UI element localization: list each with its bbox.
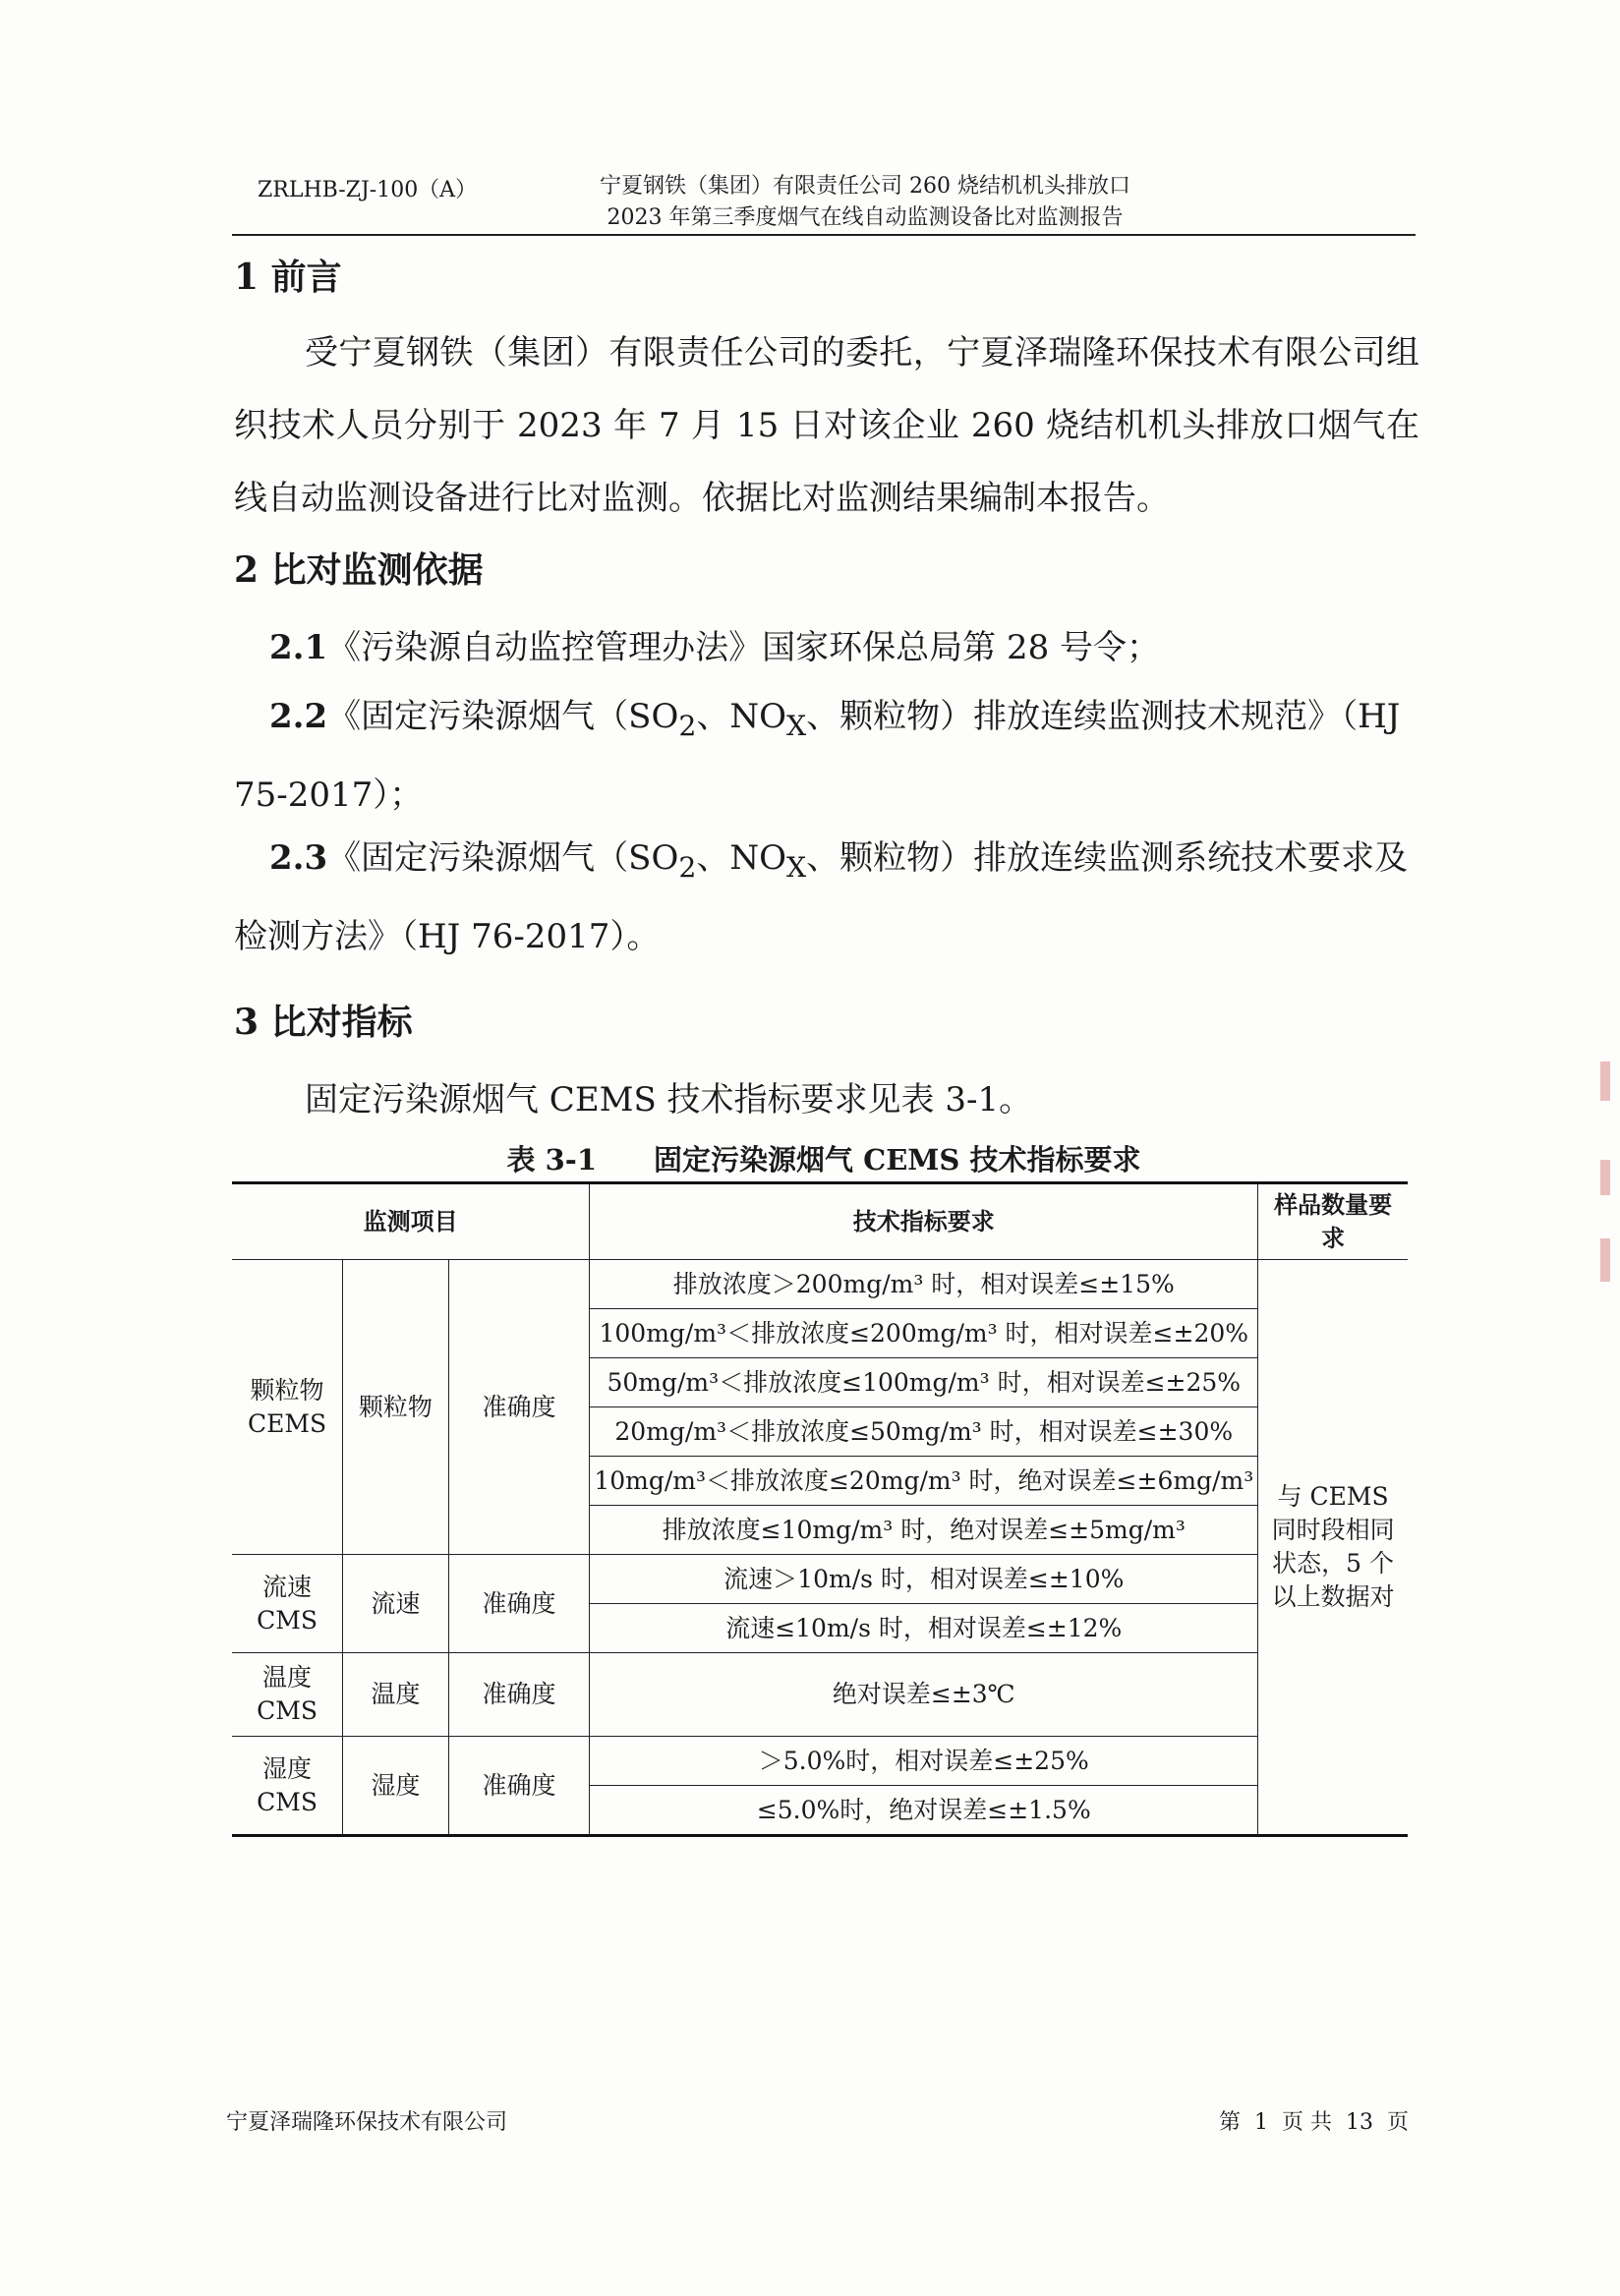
requirement-cell: 流速≤10m/s 时，相对误差≤±12%	[590, 1604, 1258, 1653]
basis-item-1-text: 《污染源自动监控管理办法》国家环保总局第 28 号令；	[327, 628, 1161, 667]
basis-item-3-sub1: 2	[678, 850, 697, 884]
param-cell-particulate: 颗粒物	[343, 1260, 449, 1555]
basis-item-2-sub1: 2	[678, 709, 697, 742]
requirement-cell: ＞5.0%时，相对误差≤±25%	[590, 1737, 1258, 1786]
header-monitoring-item: 监测项目	[232, 1183, 590, 1260]
metric-cell-temperature: 准确度	[448, 1653, 590, 1737]
seal-edge-mark	[1600, 1062, 1610, 1101]
table-caption: 表 3-1 固定污染源烟气 CEMS 技术指标要求	[506, 1143, 1141, 1177]
sample-requirement-cell: 与 CEMS 同时段相同状态，5 个以上数据对	[1258, 1260, 1408, 1836]
param-cell-velocity: 流速	[343, 1555, 449, 1653]
basis-item-1	[234, 613, 1419, 682]
system-cell-particulate: 颗粒物CEMS	[232, 1260, 343, 1555]
basis-item-3-number: 2.3	[269, 838, 328, 878]
header-title	[550, 171, 1180, 234]
requirement-cell: ≤5.0%时，绝对误差≤±1.5%	[590, 1786, 1258, 1836]
table-row	[232, 1555, 1408, 1604]
section3-heading: 3 比对指标	[234, 1002, 413, 1043]
seal-edge-mark	[1600, 1238, 1610, 1282]
basis-item-3-text-a: 《固定污染源烟气（SO	[327, 838, 679, 878]
basis-item-3-text-b: 、NO	[696, 838, 786, 878]
requirement-cell: 排放浓度≤10mg/m³ 时，绝对误差≤±5mg/m³	[590, 1506, 1258, 1555]
system-cell-velocity: 流速CMS	[232, 1555, 343, 1653]
page-total: 13	[1346, 2110, 1374, 2135]
basis-item-2-text-c: 、颗粒物）排放连续监测技术规范》（HJ 75-2017）；	[234, 697, 1401, 815]
page-current: 1	[1254, 2110, 1269, 2135]
document-code: ZRLHB-ZJ-100（A）	[258, 178, 478, 202]
header-technical-requirement: 技术指标要求	[590, 1183, 1258, 1260]
section3-intro: 固定污染源烟气 CEMS 技术指标要求见表 3-1。	[305, 1080, 1033, 1119]
table-row	[232, 1260, 1408, 1309]
requirement-cell: 100mg/m³＜排放浓度≤200mg/m³ 时，相对误差≤±20%	[590, 1309, 1258, 1358]
cems-spec-table	[232, 1181, 1408, 1837]
param-cell-temperature: 温度	[343, 1653, 449, 1737]
basis-item-2-text-b: 、NO	[696, 697, 786, 736]
section2-heading: 2 比对监测依据	[234, 549, 484, 591]
footer-page-number	[1219, 2105, 1409, 2136]
section1-heading: 1 前言	[234, 257, 342, 298]
basis-item-2-sub2: X	[785, 709, 807, 742]
basis-item-3-text-c: 、颗粒物）排放连续监测系统技术要求及检测方法》（HJ 76-2017）。	[234, 838, 1409, 956]
requirement-cell: 绝对误差≤±3℃	[590, 1653, 1258, 1737]
table-header-row	[232, 1183, 1408, 1260]
header-rule	[232, 234, 1416, 236]
footer-company: 宁夏泽瑞隆环保技术有限公司	[226, 2110, 508, 2135]
basis-item-2-number: 2.2	[269, 697, 328, 736]
requirement-cell: 流速＞10m/s 时，相对误差≤±10%	[590, 1555, 1258, 1604]
basis-item-2	[234, 682, 1419, 830]
param-cell-humidity: 湿度	[343, 1737, 449, 1836]
header-title-line1: 宁夏钢铁（集团）有限责任公司 260 烧结机机头排放口	[600, 174, 1130, 199]
table-row	[232, 1653, 1408, 1737]
requirement-cell: 10mg/m³＜排放浓度≤20mg/m³ 时，绝对误差≤±6mg/m³	[590, 1457, 1258, 1506]
page-suffix: 页	[1387, 2110, 1410, 2135]
header-title-line2: 2023 年第三季度烟气在线自动监测设备比对监测报告	[607, 205, 1124, 230]
system-cell-humidity: 湿度CMS	[232, 1737, 343, 1836]
page-prefix: 第	[1219, 2110, 1242, 2135]
basis-item-3	[234, 824, 1419, 971]
metric-cell-particulate: 准确度	[448, 1260, 590, 1555]
page-middle: 页 共	[1282, 2110, 1333, 2135]
metric-cell-velocity: 准确度	[448, 1555, 590, 1653]
system-cell-temperature: 温度CMS	[232, 1653, 343, 1737]
basis-item-3-sub2: X	[785, 850, 807, 884]
requirement-cell: 20mg/m³＜排放浓度≤50mg/m³ 时，相对误差≤±30%	[590, 1407, 1258, 1457]
header-sample-requirement: 样品数量要求	[1258, 1183, 1408, 1260]
requirement-cell: 排放浓度＞200mg/m³ 时，相对误差≤±15%	[590, 1260, 1258, 1309]
metric-cell-humidity: 准确度	[448, 1737, 590, 1836]
basis-item-1-number: 2.1	[269, 628, 328, 667]
table-row	[232, 1737, 1408, 1786]
seal-edge-mark	[1600, 1160, 1610, 1195]
requirement-cell: 50mg/m³＜排放浓度≤100mg/m³ 时，相对误差≤±25%	[590, 1358, 1258, 1407]
basis-item-2-text-a: 《固定污染源烟气（SO	[327, 697, 679, 736]
section1-body: 受宁夏钢铁（集团）有限责任公司的委托，宁夏泽瑞隆环保技术有限公司组织技术人员分别于 2023 年 7 月 15 日对该企业 260 烧结机机头排放口烟气在线自动监测设备进行比对监测。依据比对监测结果编制本报告。	[234, 333, 1419, 518]
